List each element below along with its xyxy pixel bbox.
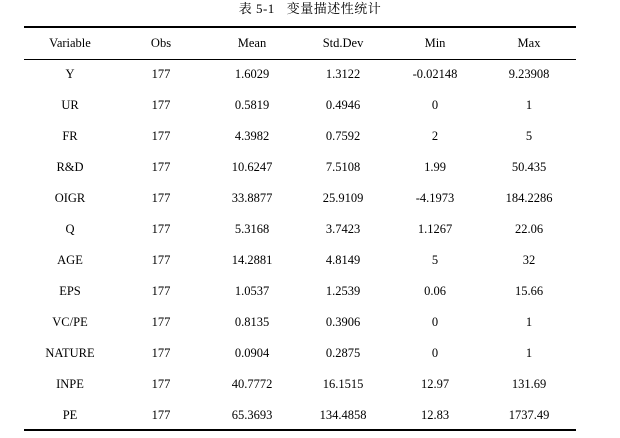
header-mean: Mean <box>237 36 267 50</box>
cell-max: 1737.49 <box>508 408 550 422</box>
cell-mean: 65.3693 <box>231 408 273 422</box>
cell-min: 0 <box>431 346 439 360</box>
cell-min: -4.1973 <box>415 191 455 205</box>
cell-variable: R&D <box>56 160 84 174</box>
cell-max: 15.66 <box>514 284 544 298</box>
table-caption <box>0 0 620 18</box>
descriptive-statistics-table <box>24 28 576 431</box>
cell-max: 22.06 <box>514 222 544 236</box>
header-min: Min <box>424 36 446 50</box>
header-row <box>24 28 576 59</box>
cell-obs: 177 <box>151 253 171 267</box>
cell-mean: 1.6029 <box>234 67 270 81</box>
cell-variable: Q <box>65 222 75 236</box>
table-row <box>24 152 576 183</box>
cell-variable: UR <box>61 98 79 112</box>
cell-max: 131.69 <box>511 377 547 391</box>
cell-max: 1 <box>525 346 533 360</box>
header-std-dev: Std.Dev <box>322 36 364 50</box>
cell-variable: VC/PE <box>52 315 88 329</box>
cell-mean: 0.5819 <box>234 98 270 112</box>
cell-std-dev: 0.2875 <box>325 346 361 360</box>
table-row <box>24 245 576 276</box>
header-variable: Variable <box>49 36 91 50</box>
table-row <box>24 121 576 152</box>
cell-min: 0 <box>431 315 439 329</box>
cell-obs: 177 <box>151 222 171 236</box>
cell-variable: Y <box>65 67 75 81</box>
cell-mean: 4.3982 <box>234 129 270 143</box>
cell-obs: 177 <box>151 315 171 329</box>
cell-min: 5 <box>431 253 439 267</box>
cell-min: 1.99 <box>424 160 446 174</box>
cell-obs: 177 <box>151 160 171 174</box>
cell-max: 32 <box>522 253 536 267</box>
table-row <box>24 214 576 245</box>
table-row <box>24 59 576 90</box>
cell-std-dev: 134.4858 <box>319 408 367 422</box>
cell-max: 9.23908 <box>508 67 550 81</box>
table-row <box>24 183 576 214</box>
cell-max: 1 <box>525 98 533 112</box>
cell-mean: 1.0537 <box>234 284 270 298</box>
cell-obs: 177 <box>151 284 171 298</box>
cell-std-dev: 3.7423 <box>325 222 361 236</box>
cell-std-dev: 0.3906 <box>325 315 361 329</box>
table-title: 变量描述性统计 <box>286 1 382 16</box>
cell-max: 50.435 <box>511 160 547 174</box>
cell-variable: EPS <box>59 284 81 298</box>
cell-max: 5 <box>525 129 533 143</box>
cell-mean: 14.2881 <box>231 253 273 267</box>
cell-variable: FR <box>62 129 78 143</box>
table-row <box>24 400 576 431</box>
cell-obs: 177 <box>151 67 171 81</box>
cell-min: 12.83 <box>420 408 450 422</box>
cell-obs: 177 <box>151 129 171 143</box>
cell-min: 0 <box>431 98 439 112</box>
header-max: Max <box>517 36 541 50</box>
cell-mean: 40.7772 <box>231 377 273 391</box>
cell-obs: 177 <box>151 98 171 112</box>
cell-min: 0.06 <box>424 284 446 298</box>
cell-obs: 177 <box>151 346 171 360</box>
cell-variable: NATURE <box>45 346 95 360</box>
cell-mean: 0.0904 <box>234 346 270 360</box>
cell-variable: AGE <box>57 253 83 267</box>
table-body <box>24 59 576 431</box>
table-row <box>24 307 576 338</box>
table-row <box>24 276 576 307</box>
cell-mean: 33.8877 <box>231 191 273 205</box>
table-row <box>24 338 576 369</box>
cell-mean: 5.3168 <box>234 222 270 236</box>
cell-variable: INPE <box>56 377 84 391</box>
cell-mean: 10.6247 <box>231 160 273 174</box>
cell-std-dev: 1.3122 <box>325 67 361 81</box>
table-row <box>24 369 576 400</box>
cell-obs: 177 <box>151 191 171 205</box>
header-obs: Obs <box>150 36 172 50</box>
cell-variable: PE <box>62 408 78 422</box>
cell-obs: 177 <box>151 408 171 422</box>
cell-std-dev: 0.4946 <box>325 98 361 112</box>
cell-min: 1.1267 <box>417 222 453 236</box>
cell-std-dev: 4.8149 <box>325 253 361 267</box>
cell-min: -0.02148 <box>412 67 458 81</box>
cell-min: 12.97 <box>420 377 450 391</box>
cell-obs: 177 <box>151 377 171 391</box>
cell-std-dev: 16.1515 <box>322 377 364 391</box>
cell-std-dev: 0.7592 <box>325 129 361 143</box>
cell-max: 184.2286 <box>505 191 553 205</box>
cell-max: 1 <box>525 315 533 329</box>
table-number: 表 5-1 <box>238 1 275 16</box>
cell-variable: OIGR <box>54 191 86 205</box>
table-row <box>24 90 576 121</box>
cell-std-dev: 25.9109 <box>322 191 364 205</box>
cell-mean: 0.8135 <box>234 315 270 329</box>
cell-std-dev: 1.2539 <box>325 284 361 298</box>
cell-min: 2 <box>431 129 439 143</box>
cell-std-dev: 7.5108 <box>325 160 361 174</box>
